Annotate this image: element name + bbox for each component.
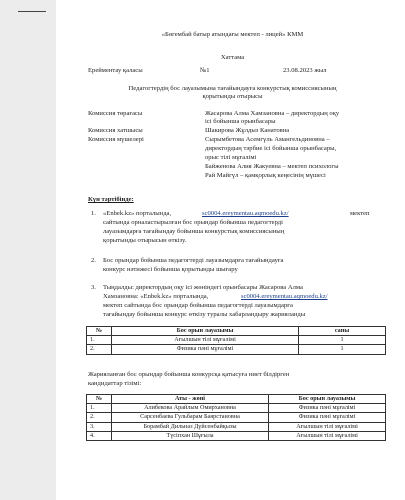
- table-row: [87, 422, 386, 431]
- agenda-item-3-line1: Тыңдалды: директордың оқу ісі жөніндегі орынбасары Жасарова Алма: [103, 284, 303, 291]
- commission-chair-role: Комиссия төрағасы: [88, 110, 143, 117]
- cell-position: Ағылшын тілі мұғалімі: [269, 422, 386, 431]
- commission-member-line: Байженова Алия Жакуевна – мектеп психологы: [205, 163, 339, 170]
- column-header: №: [87, 395, 112, 404]
- table-row: [87, 404, 386, 413]
- protocol-place: Ерейментау қаласы: [88, 67, 143, 74]
- agenda-item-3-line2a: Хамзановна: «Enbek.kz» порталында,: [103, 293, 209, 300]
- table-row: [87, 413, 386, 422]
- table-header-row: [87, 395, 386, 404]
- commission-chair-position: ісі бойынша орынбасары: [205, 118, 276, 125]
- agenda-item-3-line3: мектеп сайтында бос орындар бойынша педагогтерді лауазымдарға: [103, 302, 293, 309]
- agenda-item-1-line1a: «Enbek.kz» порталында,: [103, 210, 172, 217]
- agenda-item-3-line4: тағайындау бойынша конкурс өткізу туралы хабарландыру жарияланды: [103, 311, 306, 318]
- cell-position: Физика пәні мұғалімі: [112, 345, 299, 354]
- cell-candidate-name: Борамбай Дильназ Дүйсенбайқызы: [112, 422, 269, 431]
- school-site-link[interactable]: sc0004.ereymentau.aqmoedu.kz/: [202, 210, 289, 217]
- protocol-number: №1: [200, 67, 210, 74]
- cell-count: 1: [299, 336, 386, 345]
- cell-candidate-name: Түсіпхан Шұғыла: [112, 431, 269, 440]
- cell-position: Ағылшын тілі мұғалімі: [112, 336, 299, 345]
- cell-count: 1: [299, 345, 386, 354]
- commission-secretary-role: Комиссия хатшысы: [88, 127, 143, 134]
- column-header: Бос орын лауазымы: [269, 395, 386, 404]
- agenda-item-1-line4: қорытынды отырысын өткізу.: [103, 237, 187, 244]
- table-header-row: [87, 327, 386, 336]
- agenda-item-1-line3: лауазымдарға тағайындау бойынша конкурстық комиссиясының: [103, 228, 285, 235]
- agenda-item-number: 2.: [91, 257, 96, 264]
- agenda-item-1-line1b: мектеп: [350, 210, 370, 217]
- commission-member-line: директордың тәрбие ісі бойынша орынбасары,: [205, 145, 337, 152]
- agenda-item-number: 1.: [91, 210, 96, 217]
- column-header: саны: [299, 327, 386, 336]
- protocol-date: 23.08.2023 жыл: [283, 67, 327, 74]
- cell-number: 2.: [87, 413, 112, 422]
- agenda-item-number: 3.: [91, 284, 96, 291]
- table-row: [87, 336, 386, 345]
- cell-candidate-name: Сарсенбаева Гульбарам Баярстановна: [112, 413, 269, 422]
- agenda-item-2-line1: Бос орындар бойынша педагогтерді лауазымдарға тағайындауға: [103, 257, 284, 264]
- organization-name: «Бөгембай батыр атындағы мектеп - лицей» КММ: [161, 31, 304, 38]
- agenda-title: Күн тәртібінде:: [88, 196, 134, 203]
- column-header: №: [87, 327, 112, 336]
- table-row: [87, 431, 386, 440]
- cell-candidate-name: Алибекова Арайлым Омирхановна: [112, 404, 269, 413]
- candidate-table: [86, 394, 386, 441]
- commission-member-line: орыс тілі мұғалімі: [205, 154, 257, 161]
- commission-member-line: Сырымбетова Асемгүль Амангельдиновна –: [205, 136, 330, 143]
- candidates-intro-line1: Жарияланған бос орындар бойынша конкурсқа қатысуға ниет білдірген: [88, 371, 290, 378]
- cell-position: Физика пәні мұғалімі: [269, 413, 386, 422]
- corner-mark: [18, 11, 46, 12]
- protocol-subject-line1: Педагогтердің бос лауазымына тағайындауға конкурстық комиссиясының: [128, 85, 337, 92]
- protocol-subject-line2: қорытынды отырысы: [202, 93, 263, 100]
- cell-position: Ағылшын тілі мұғалімі: [269, 431, 386, 440]
- cell-number: 4.: [87, 431, 112, 440]
- document-title: Хаттама: [220, 54, 245, 61]
- cell-number: 1.: [87, 336, 112, 345]
- candidates-intro-line2: кандидаттар тізімі:: [88, 380, 142, 387]
- table-row: [87, 345, 386, 354]
- cell-number: 1.: [87, 404, 112, 413]
- cell-number: 2.: [87, 345, 112, 354]
- cell-number: 3.: [87, 422, 112, 431]
- column-header: Бос орын лауазымы: [112, 327, 299, 336]
- commission-secretary-name: Шакирова Жұлдыз Канатовна: [205, 127, 290, 134]
- school-site-link[interactable]: sc0004.ereymentau.aqmoedu.kz/: [241, 293, 328, 300]
- cell-position: Физика пәні мұғалімі: [269, 404, 386, 413]
- vacancy-table: [86, 326, 386, 355]
- agenda-item-2-line2: конкурс нәтижесі бойынша қорытынды шығару: [103, 266, 238, 273]
- agenda-item-1-line2: сайтында орналастырылған бос орындар бойынша педагогтерді: [103, 219, 283, 226]
- column-header: Аты - жөні: [112, 395, 269, 404]
- commission-member-line: Рай Майгүл – қамқорлық кеңесінің мүшесі: [205, 172, 326, 179]
- commission-chair-name: Жасарова Алма Хамзановна – директордың оқу: [205, 110, 340, 117]
- commission-members-role: Комиссия мүшелері: [88, 136, 144, 143]
